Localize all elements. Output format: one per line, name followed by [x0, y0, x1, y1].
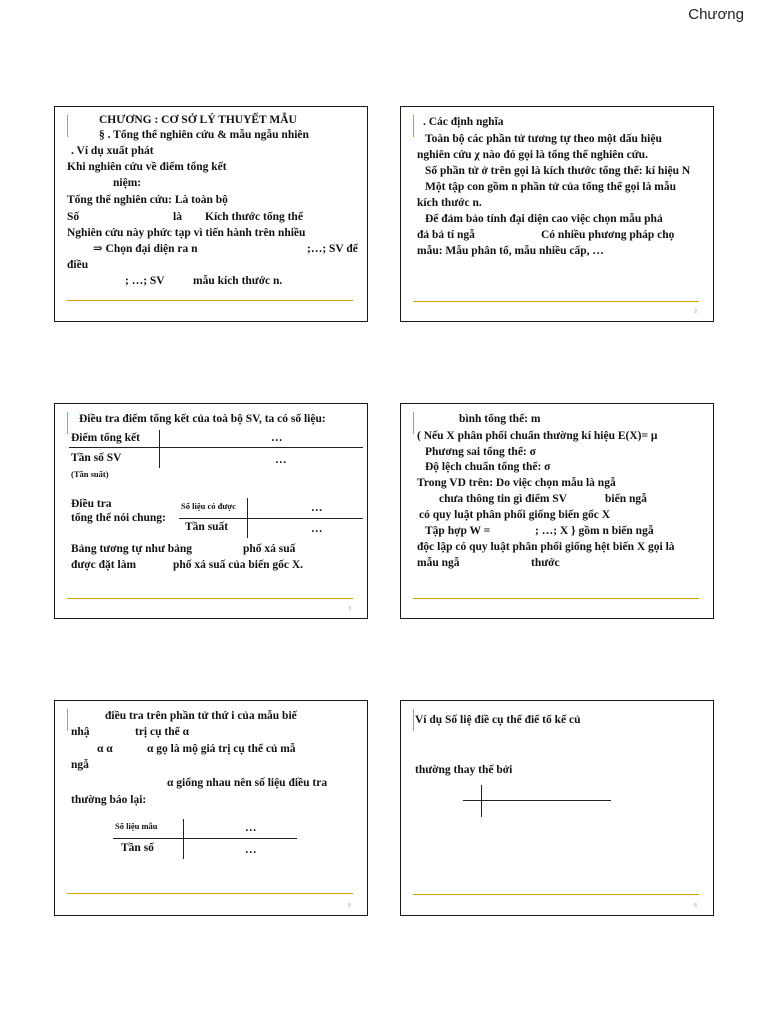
accent-bar [67, 412, 68, 434]
slide-text: ; …; SV [125, 275, 165, 287]
slide-text: mẫu ngẫ [417, 557, 460, 569]
slide-1 [54, 106, 368, 322]
slide-text: ngẫ [71, 759, 89, 771]
slide-text: ( Nếu X phân phối chuẩn thường kí hiệu E(X)= μ [417, 430, 658, 442]
slide-heading: điều tra trên phần tử thứ i của mẫu biế [105, 710, 297, 722]
slide-text: mẫu: Mẫu phân tổ, mẫu nhiều cấp, … [417, 245, 604, 257]
table-vline [183, 819, 184, 859]
table-row-label: Tần suất [185, 521, 229, 533]
slide-text: Phương sai tổng thể: σ [425, 446, 536, 458]
slide-text: kích thước n. [417, 197, 482, 209]
slide-text: phố xá suấ [243, 543, 296, 555]
page-number: 2 [694, 309, 697, 315]
divider-line [67, 893, 353, 894]
slide-2 [400, 106, 714, 322]
table-cell: … [311, 502, 323, 514]
table-cell: … [311, 523, 323, 535]
table-vline [247, 498, 248, 538]
slide-text: đả bả tí ngẫ [417, 229, 475, 241]
accent-bar [413, 412, 414, 434]
slide-text: là [173, 211, 182, 223]
slide-text: Để đảm bảo tính đại diện cao việc chọn mẫu phả [425, 213, 663, 225]
slide-text: tổng thể nói chung: [71, 512, 166, 524]
table-row-label: Tần số SV [71, 452, 122, 464]
slide-text: thường báo lại: [71, 794, 147, 806]
slide-3 [54, 403, 368, 619]
slide-text: Tập hợp W = [425, 525, 491, 537]
table-vline [159, 430, 160, 468]
slide-text: niệm: [113, 177, 142, 189]
slide-heading: Ví dụ Số liệ điề cụ thể điể tổ kế củ [415, 714, 581, 726]
slide-text: Khi nghiên cứu về điểm tổng kết [67, 161, 227, 173]
slide-text: α gọ là mộ giá trị cụ thể củ mẫ [147, 743, 296, 755]
slide-text: phố xá suấ của biến gốc X. [173, 559, 304, 571]
slide-text: biến ngẫ [605, 493, 647, 505]
accent-bar [413, 709, 414, 731]
divider-line [67, 300, 353, 301]
accent-bar [67, 115, 68, 137]
accent-bar [413, 115, 414, 137]
slide-text: độc lập có quy luật phân phối giống hệt biến X gọi là [417, 541, 675, 553]
page-number: 3 [348, 606, 351, 612]
table-vline [481, 785, 482, 817]
divider-line [413, 598, 699, 599]
table-cell: … [275, 454, 287, 466]
slide-text: Nghiên cứu này phức tạp vì tiến hành trên nhiều [67, 227, 306, 239]
slide-6 [400, 700, 714, 916]
slide-text: α α [97, 743, 113, 755]
table-header-score: Điểm tổng kết [71, 432, 140, 444]
table-hline [69, 447, 363, 448]
page-number: 5 [348, 903, 351, 909]
table-cell: … [271, 432, 283, 444]
document-header: Chương [688, 6, 744, 23]
slide-text: nhậ [71, 726, 90, 738]
table-header-sample: Số liệu mẫu [115, 821, 158, 831]
slide-text: Tổng thể nghiên cứu: Là toàn bộ [67, 194, 228, 206]
slide-text: . Ví dụ xuất phát [71, 145, 154, 157]
table-hline [463, 800, 611, 801]
slide-text: trị cụ thể α [135, 726, 190, 738]
table-hline [179, 518, 363, 519]
accent-bar [67, 709, 68, 731]
slide-4 [400, 403, 714, 619]
slide-text: được đặt làm [71, 559, 137, 571]
slide-heading: . Các định nghĩa [423, 116, 504, 128]
slide-text: ; …; X } gồm n biến ngẫ [535, 525, 654, 537]
slide-text: thường thay thế bởi [415, 764, 513, 776]
slide-text: có quy luật phân phối giống biến gốc X [419, 509, 611, 521]
slide-text: Bảng tương tự như bảng [71, 543, 193, 555]
slide-text: Số phần tử ở trên gọi là kích thước tổng thể: kí hiệu N [425, 165, 691, 177]
slide-text: thước [531, 557, 560, 569]
slide-text: Số [67, 211, 80, 223]
slide-text: điều [67, 259, 89, 271]
slide-text: Trong VD trên: Do việc chọn mẫu là ngẫ [417, 477, 616, 489]
slide-5 [54, 700, 368, 916]
slide-text: Có nhiều phương pháp chọ [541, 229, 675, 241]
slide-text: chưa thông tin gì điểm SV [439, 493, 567, 505]
page-number: 6 [694, 903, 697, 909]
slide-text: Một tập con gồm n phần tử của tổng thể gọi là mẫu [425, 181, 676, 193]
slide-text: nghiên cứu χ nào đó gọi là tổng thể nghiên cứu. [417, 149, 648, 161]
slide-text: ⇒ Chọn đại diện ra n [93, 243, 198, 255]
slide-heading: Điều tra điểm tổng kết của toà bộ SV, ta có số liệu: [79, 413, 326, 425]
table-hline [113, 838, 297, 839]
table-cell: … [245, 822, 257, 834]
divider-line [67, 598, 353, 599]
slide-text: mẫu kích thước n. [193, 275, 283, 287]
chapter-title: CHƯƠNG : CƠ SỞ LÝ THUYẾT MẪU [99, 114, 297, 126]
slide-text: Toàn bộ các phần tử tương tự theo một dấu hiệu [425, 133, 662, 145]
slide-text: α giống nhau nên số liệu điều tra [167, 777, 328, 789]
slide-heading: bình tổng thể: m [459, 413, 541, 425]
section-title: § . Tổng thể nghiên cứu & mẫu ngẫu nhiên [99, 129, 309, 141]
divider-line [413, 894, 699, 895]
slide-text: ;…; SV để [307, 243, 358, 255]
table-cell: … [245, 844, 257, 856]
slide-text: Độ lệch chuẩn tổng thể: σ [425, 461, 551, 473]
slide-text: Điều tra [71, 498, 112, 510]
table-header-data: Số liệu có được [181, 501, 236, 511]
divider-line [413, 301, 699, 302]
slide-text: Kích thước tổng thể [205, 211, 303, 223]
table-row-sublabel: (Tần suất) [71, 469, 109, 479]
table-row-label: Tần số [121, 842, 154, 854]
